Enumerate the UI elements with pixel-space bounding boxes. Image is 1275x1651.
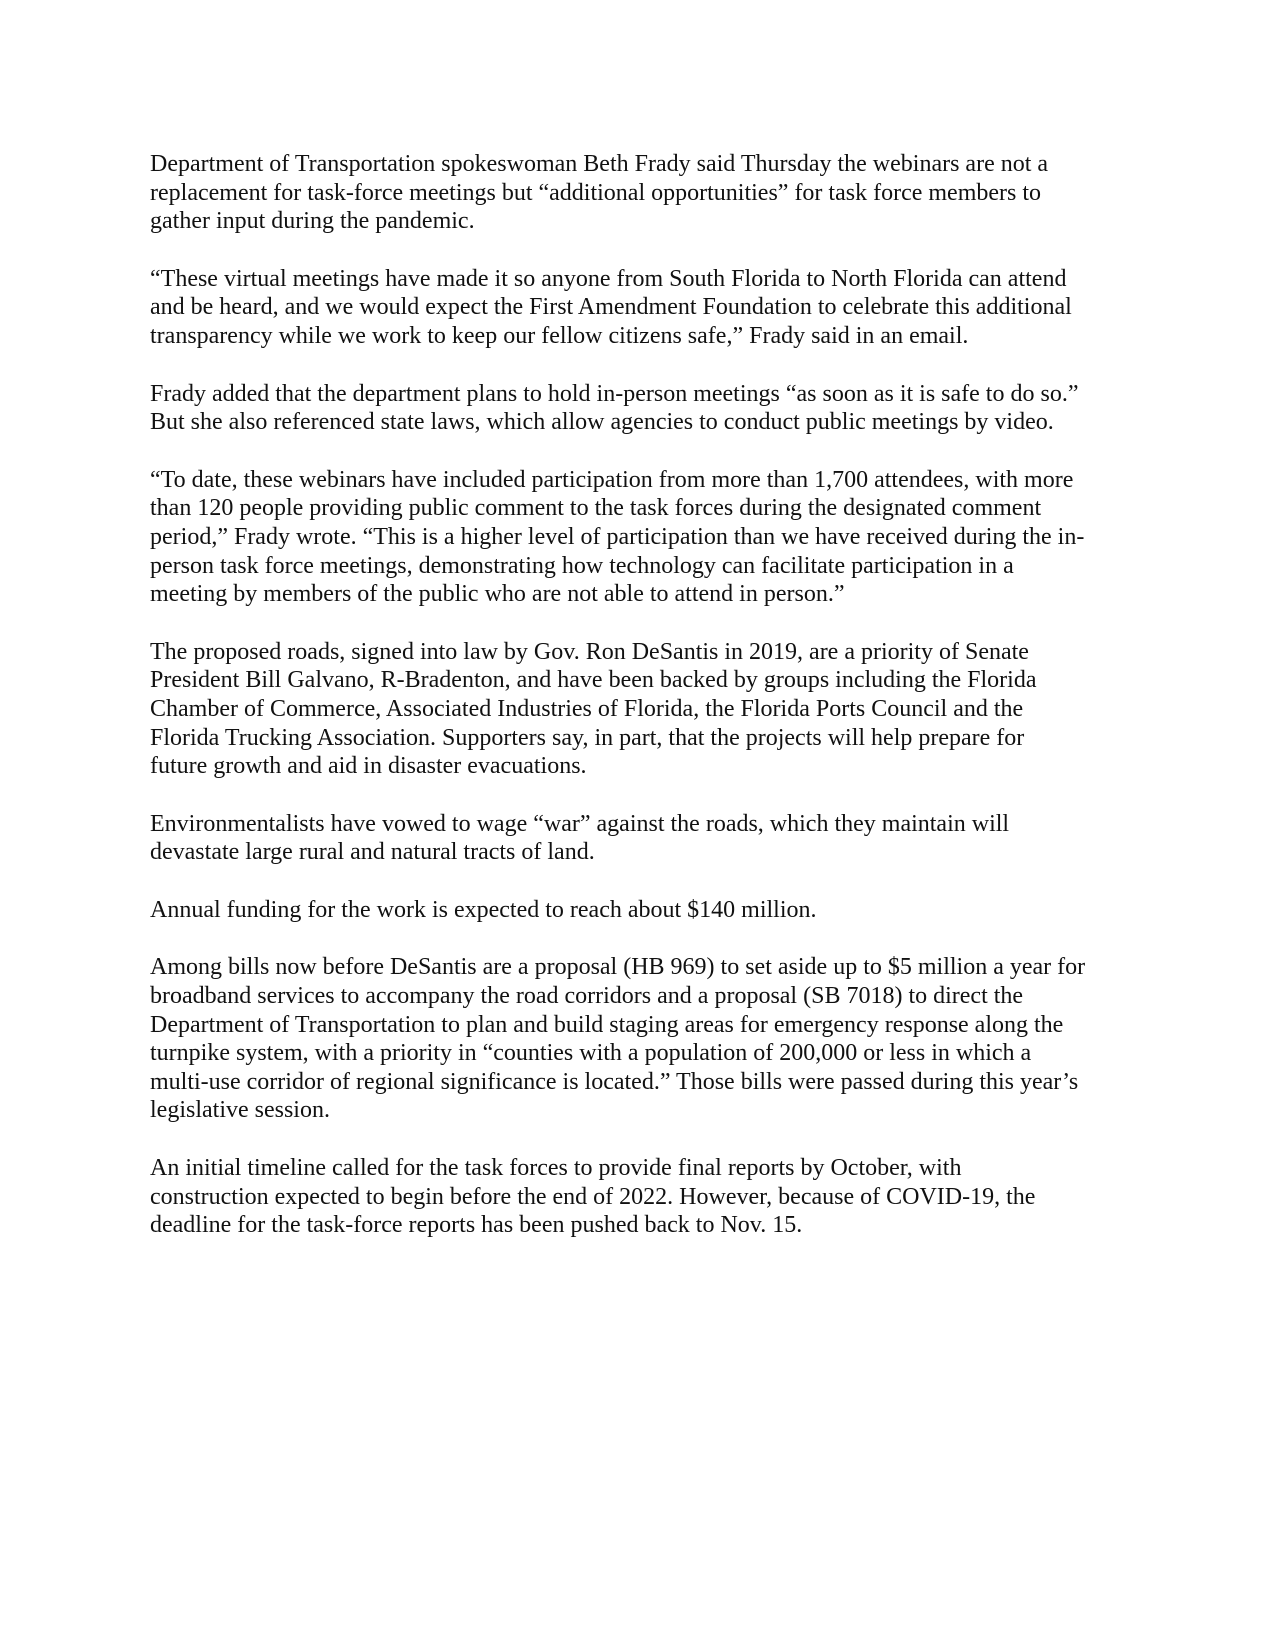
- text-line: legislative session.: [150, 1097, 330, 1124]
- text-line: “To date, these webinars have included participation from more than 1,700 attendees, with more: [150, 466, 1074, 493]
- text-line: than 120 people providing public comment to the task forces during the designated comment: [150, 495, 1042, 522]
- text-line: multi-use corridor of regional significance is located.” Those bills were passed during this year’s: [150, 1068, 1079, 1095]
- text-line: Department of Transportation spokeswoman Beth Frady said Thursday the webinars are not a: [150, 151, 1049, 177]
- paragraph-in-person-plans: [150, 380, 1140, 437]
- text-line: future growth and aid in disaster evacuations.: [150, 753, 587, 780]
- text-line: and be heard, and we would expect the First Amendment Foundation to celebrate this additional: [150, 294, 1072, 321]
- text-line: transparency while we work to keep our fellow citizens safe,” Frady said in an email.: [150, 322, 969, 349]
- text-line: Florida Trucking Association. Supporters say, in part, that the projects will help prepare for: [150, 724, 1025, 751]
- text-line: construction expected to begin before the end of 2022. However, because of COVID-19, the: [150, 1183, 1036, 1210]
- paragraph-bills-before-desantis: [150, 953, 1140, 1125]
- text-line: broadband services to accompany the road corridors and a proposal (SB 7018) to direct the: [150, 983, 1024, 1010]
- text-line: Environmentalists have vowed to wage “war” against the roads, which they maintain will: [150, 810, 1010, 837]
- text-line: person task force meetings, demonstrating how technology can facilitate participation in a: [150, 552, 1014, 579]
- paragraph-participation-quote: [150, 466, 1140, 609]
- text-line: The proposed roads, signed into law by Gov. Ron DeSantis in 2019, are a priority of Senate: [150, 638, 1029, 665]
- paragraph-frady-statement: [150, 150, 1140, 236]
- paragraph-initial-timeline: [150, 1154, 1140, 1240]
- text-line: President Bill Galvano, R-Bradenton, and have been backed by groups including the Florida: [150, 667, 1037, 694]
- text-line: period,” Frady wrote. “This is a higher level of participation than we have received during the in-: [150, 523, 1085, 550]
- text-line: gather input during the pandemic.: [150, 208, 475, 235]
- paragraph-virtual-meetings-quote: [150, 265, 1140, 351]
- text-line: An initial timeline called for the task forces to provide final reports by October, with: [150, 1155, 962, 1182]
- text-line: But she also referenced state laws, which allow agencies to conduct public meetings by video.: [150, 409, 1054, 436]
- text-line: deadline for the task-force reports has been pushed back to Nov. 15.: [150, 1212, 803, 1239]
- paragraph-annual-funding: [150, 896, 1140, 925]
- text-line: replacement for task-force meetings but “additional opportunities” for task force members to: [150, 179, 1042, 206]
- text-line: turnpike system, with a priority in “counties with a population of 200,000 or less in which a: [150, 1040, 1032, 1067]
- text-line: Department of Transportation to plan and build staging areas for emergency response along the: [150, 1011, 1064, 1038]
- text-line: Among bills now before DeSantis are a proposal (HB 969) to set aside up to $5 million a year for: [150, 954, 1086, 981]
- paragraph-proposed-roads: [150, 638, 1140, 781]
- document-page: [150, 150, 1140, 1269]
- paragraph-environmentalists: [150, 810, 1140, 867]
- text-line: Chamber of Commerce, Associated Industries of Florida, the Florida Ports Council and the: [150, 695, 1024, 722]
- text-line: “These virtual meetings have made it so anyone from South Florida to North Florida can attend: [150, 265, 1067, 292]
- text-line: meeting by members of the public who are not able to attend in person.”: [150, 581, 845, 608]
- text-line: devastate large rural and natural tracts of land.: [150, 839, 595, 866]
- text-line: Annual funding for the work is expected to reach about $140 million.: [150, 896, 817, 923]
- text-line: Frady added that the department plans to hold in-person meetings “as soon as it is safe to do so.”: [150, 380, 1079, 407]
